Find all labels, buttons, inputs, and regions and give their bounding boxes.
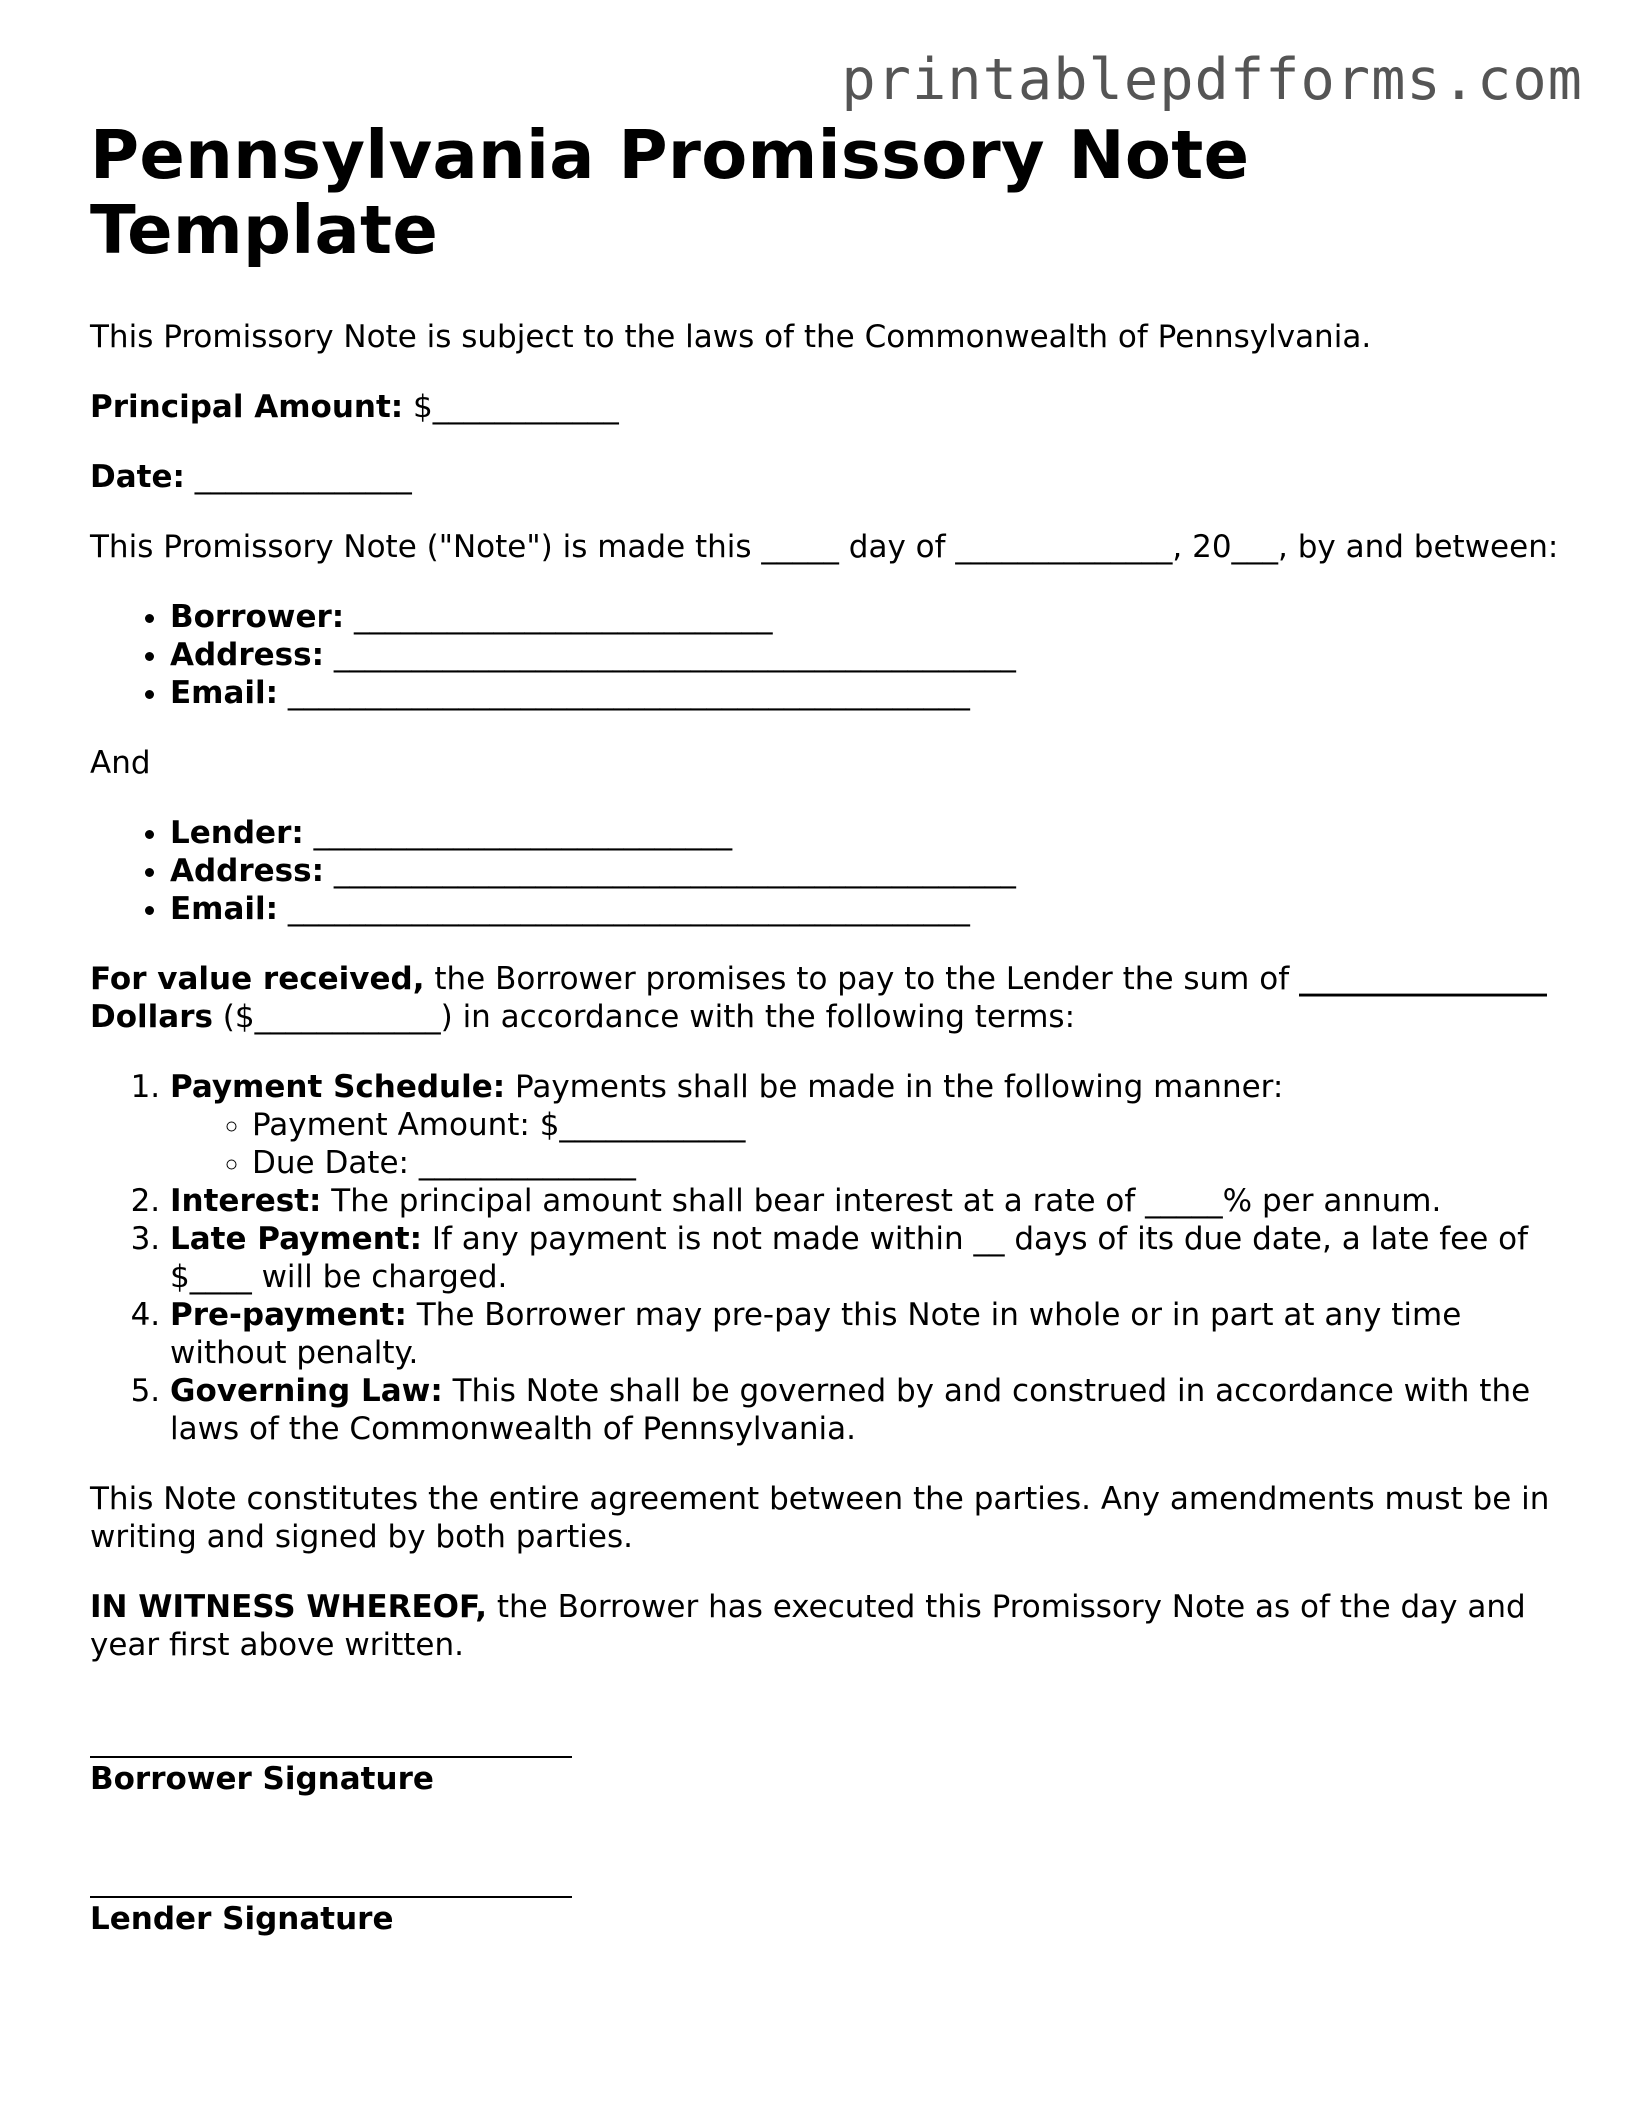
borrower-email-label: Email: [170, 675, 279, 711]
term-payment-schedule-label: Payment Schedule: [170, 1069, 506, 1105]
borrower-address-blank: ____________________________________________ [324, 637, 1016, 673]
due-date-item: ◦ Due Date: ______________ [252, 1144, 1560, 1182]
term-governing-law-text: This Note shall be governed by and construed in accordance with the laws of the Commonwealth of Pennsylvania. [170, 1373, 1531, 1447]
entire-agreement-paragraph: This Note constitutes the entire agreement between the parties. Any amendments must be in writing and signed by both parties. [90, 1481, 1550, 1555]
value-received-text: the Borrower promises to pay to the Lender the sum of [424, 961, 1299, 997]
terms-list [90, 1068, 1560, 1448]
value-received-dollars: Dollars [90, 999, 213, 1035]
lender-email-blank: ____________________________________________ [278, 891, 970, 927]
and-text: And [90, 745, 151, 781]
lender-name-blank: ___________________________ [303, 815, 733, 851]
borrower-signature-line[interactable] [90, 1720, 572, 1758]
term-late-payment-label: Late Payment: [170, 1221, 422, 1257]
lender-address-label: Address: [170, 853, 324, 889]
value-received-blank: ________________ [1298, 961, 1547, 997]
date-label: Date: [90, 459, 185, 495]
term-payment-schedule [170, 1068, 1560, 1182]
borrower-name-blank: ___________________________ [344, 599, 773, 635]
borrower-signature-block [90, 1720, 1560, 1798]
term-interest-label: Interest: [170, 1183, 322, 1219]
borrower-address-label: Address: [170, 637, 324, 673]
date-field [90, 458, 1560, 496]
term-late-payment [170, 1220, 1560, 1296]
term-prepayment-text: The Borrower may pre-pay this Note in whole or in part at any time without penalty. [170, 1297, 1462, 1371]
borrower-details-list [90, 598, 1560, 712]
term-prepayment-label: Pre-payment: [170, 1297, 407, 1333]
lender-name-label: Lender: [170, 815, 304, 851]
borrower-signature-label: Borrower Signature [90, 1761, 434, 1797]
value-received-text-2: ($____________) in accordance with the following terms: [212, 999, 1076, 1035]
value-received-label: For value received, [90, 961, 425, 997]
lender-signature-block [90, 1860, 1560, 1938]
term-governing-law [170, 1372, 1560, 1448]
principal-amount-field [90, 388, 1560, 426]
principal-label: Principal Amount: [90, 389, 404, 425]
lender-address-item [170, 852, 1560, 890]
lender-address-blank: ____________________________________________ [324, 853, 1016, 889]
payment-amount-item: ◦ Payment Amount: $____________ [252, 1106, 1560, 1144]
witness-paragraph [90, 1588, 1560, 1664]
value-received-paragraph [90, 960, 1560, 1036]
term-payment-schedule-text: Payments shall be made in the following manner: [505, 1069, 1284, 1105]
borrower-address-item [170, 636, 1560, 674]
lender-signature-line[interactable] [90, 1860, 572, 1898]
document-page [90, 118, 1560, 1938]
borrower-email-item [170, 674, 1560, 712]
witness-text: the Borrower has executed this Promissory Note as of the day and year first above written. [90, 1589, 1526, 1663]
page-title: Pennsylvania Promissory Note Template [90, 116, 1250, 269]
date-blank: ______________ [184, 459, 412, 495]
principal-blank: $____________ [403, 389, 619, 425]
lender-email-item [170, 890, 1560, 928]
lender-signature-label: Lender Signature [90, 1901, 394, 1937]
term-late-payment-text: If any payment is not made within __ days of its due date, a late fee of $____ will be charged. [170, 1221, 1529, 1295]
term-governing-law-label: Governing Law: [170, 1373, 443, 1409]
borrower-name-label: Borrower: [170, 599, 345, 635]
borrower-email-blank: ____________________________________________ [278, 675, 970, 711]
intro-paragraph: This Promissory Note is subject to the laws of the Commonwealth of Pennsylvania. [90, 319, 1372, 355]
term-interest-text: The principal amount shall bear interest at a rate of _____% per annum. [321, 1183, 1442, 1219]
witness-label: IN WITNESS WHEREOF, [90, 1589, 488, 1625]
term-interest [170, 1182, 1560, 1220]
made-this-paragraph: This Promissory Note ("Note") is made this _____ day of ______________, 20___, by and between: [90, 529, 1559, 565]
term-prepayment [170, 1296, 1560, 1372]
lender-details-list [90, 814, 1560, 928]
document-body [90, 318, 1560, 1938]
site-watermark: printablepdfforms.com [841, 47, 1583, 113]
lender-name-item [170, 814, 1560, 852]
payment-schedule-sublist [170, 1106, 1560, 1182]
borrower-name-item [170, 598, 1560, 636]
lender-email-label: Email: [170, 891, 279, 927]
